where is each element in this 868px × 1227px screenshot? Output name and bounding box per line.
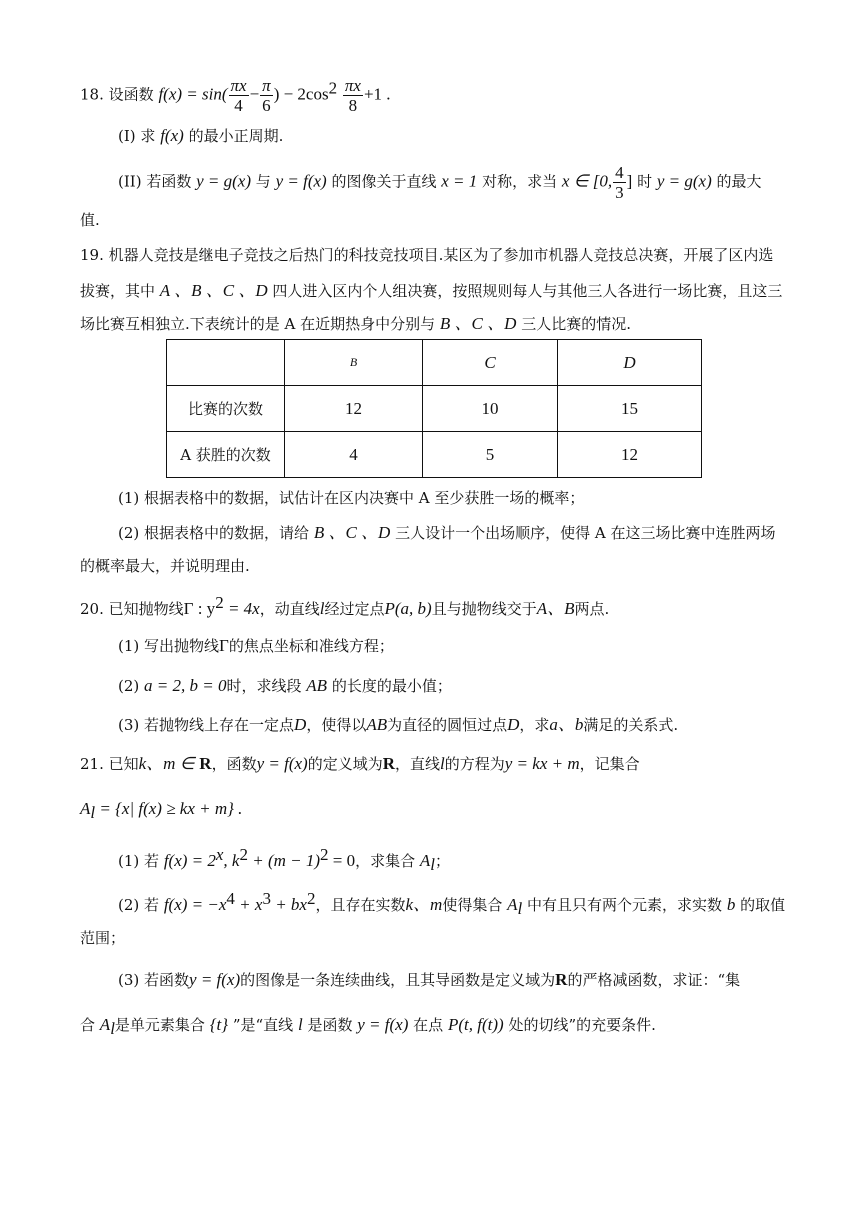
q19-part1: (1) 根据表格中的数据，试估计在区内决赛中 A 至少获胜一场的概率； bbox=[118, 489, 585, 507]
q20-part1: (1) 写出抛物线Γ的焦点坐标和准线方程； bbox=[118, 636, 394, 655]
q21-set-def: $A_l = \{x|$ f(x) ≥ kx + m} . bbox=[80, 799, 243, 822]
q19-line1: 19. 机器人竞技是继电子竞技之后热门的科技竞技项目.某区为了参加市机器人竞技总决赛，开展了区内选 bbox=[80, 246, 774, 264]
q20-stem: 20. 已知抛物线Γ : $y^2 = 4x$，动直线l经过定点P(a, b)且与抛物线交于A、B两点. bbox=[80, 593, 610, 618]
q18-part1: (I) 求 f(x) 的最小正周期. bbox=[118, 126, 284, 145]
table-header-cell: B bbox=[285, 340, 423, 386]
table-cell: 12 bbox=[558, 432, 702, 478]
q20-part2: (2) a = 2, b = 0时，求线段 AB 的长度的最小值； bbox=[118, 676, 452, 695]
table-header-row bbox=[167, 340, 702, 386]
q21-part3: (3) 若函数y = f(x)的图像是一条连续曲线，且其导函数是定义域为R的严格减函数，求证：“集 bbox=[118, 970, 741, 989]
q18-stem: 18. 设函数 f(x) = sin( $\frac{\pi x}{4}$ − $\frac{\pi}{6}$ ) − $2\cos^2$ $\frac{\pi x}{8}$ +1 . bbox=[80, 76, 391, 115]
q19-part2: (2) 根据表格中的数据，请给 B 、C 、D 三人设计一个出场顺序，使得 A 在这三场比赛中连胜两场 bbox=[118, 523, 776, 542]
q18-part2: (II) 若函数 y = g(x) 与 y = f(x) 的图像关于直线 x = 1 对称，求当 x ∈ [0, $\frac{4}{3}$ ] 时 y = g(x) 的最大 bbox=[118, 163, 762, 202]
table-row bbox=[167, 432, 702, 478]
match-stats-table bbox=[166, 339, 702, 478]
table-header-cell: C bbox=[423, 340, 558, 386]
q18-number: 18. bbox=[80, 85, 104, 104]
q19-line2: 拔赛，其中 A 、B 、C 、D 四人进入区内个人组决赛，按照规则每人与其他三人各进行一场比赛，且这三 bbox=[80, 281, 783, 300]
table-cell: 12 bbox=[285, 386, 423, 432]
table-row bbox=[167, 386, 702, 432]
q21-part1: (1) 若 $f(x) = 2^x$, $k^2 + (m - 1)^2 = 0$，求集合 $A_l$； bbox=[118, 845, 451, 874]
fraction-pix-4: $\frac{\pi x}{4}$ bbox=[230, 76, 247, 115]
q18-part2-end: 值. bbox=[80, 211, 100, 229]
fraction-pix-8: $\frac{\pi x}{8}$ bbox=[344, 76, 361, 115]
q19-part2-cont: 的概率最大，并说明理由. bbox=[80, 557, 250, 575]
table-cell: 5 bbox=[423, 432, 558, 478]
q19-line3: 场比赛互相独立.下表统计的是 A 在近期热身中分别与 B 、C 、D 三人比赛的情况. bbox=[80, 314, 631, 333]
fraction-4-3: $\frac{4}{3}$ bbox=[615, 163, 624, 202]
q21-part2-cont: 范围； bbox=[80, 929, 126, 947]
table-header-cell bbox=[167, 340, 285, 386]
table-header-cell: D bbox=[558, 340, 702, 386]
q21-part2: (2) 若 $f(x) = -x^4 + x^3 + bx^2$，且存在实数k、m使得集合 $A_l$ 中有且只有两个元素，求实数 b 的取值 bbox=[118, 889, 786, 918]
table-cell: 15 bbox=[558, 386, 702, 432]
table-cell: 10 bbox=[423, 386, 558, 432]
q21-stem: 21. 已知k、m ∈ R，函数y = f(x)的定义域为R，直线l的方程为y = kx + m，记集合 bbox=[80, 754, 640, 773]
table-cell: 4 bbox=[285, 432, 423, 478]
table-cell: 比赛的次数 bbox=[167, 386, 285, 432]
table-cell: A 获胜的次数 bbox=[167, 432, 285, 478]
q21-part3-cont: 合 $A_l$是单元素集合 {t} ”是“直线 l 是函数 y = f(x) 在点 P(t, f(t)) 处的切线”的充要条件. bbox=[80, 1015, 656, 1038]
q20-part3: (3) 若抛物线上存在一定点D，使得以AB为直径的圆恒过点D，求a、b满足的关系式. bbox=[118, 715, 679, 734]
fraction-pi-6: $\frac{\pi}{6}$ bbox=[262, 76, 271, 115]
